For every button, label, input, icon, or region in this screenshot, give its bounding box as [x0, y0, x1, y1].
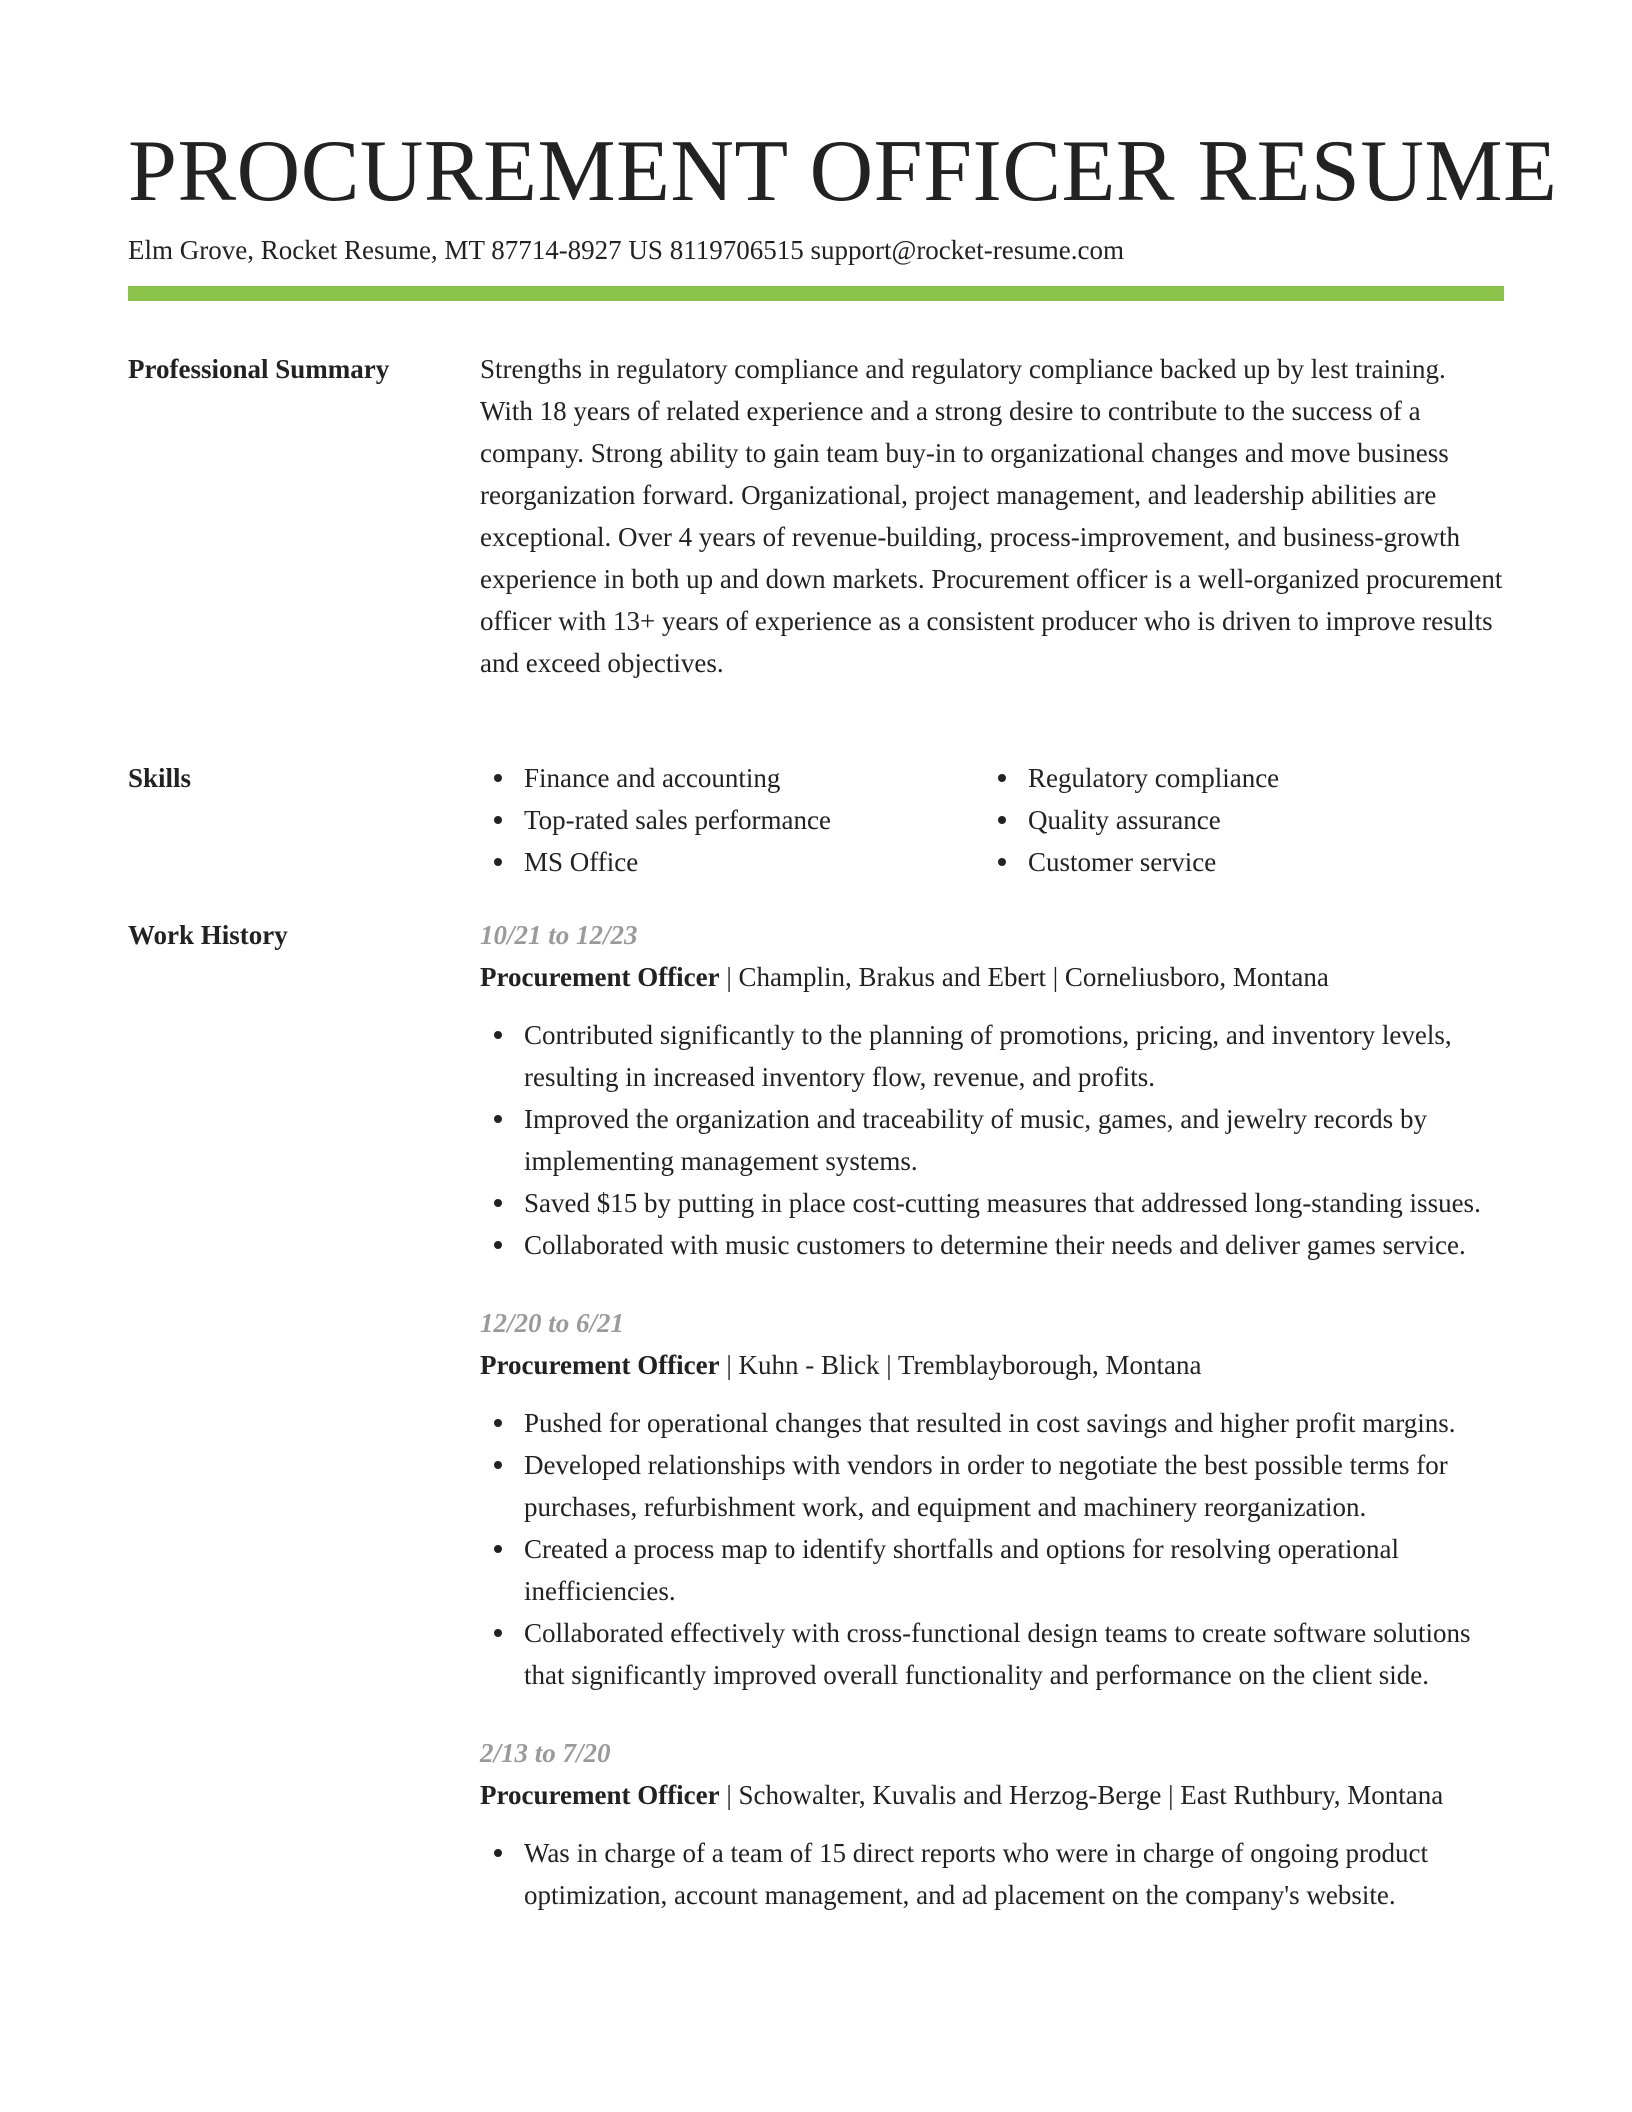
bullet-icon	[494, 774, 502, 782]
job-bullet	[480, 1224, 1504, 1266]
job-employer: | Kuhn - Blick | Tremblayborough, Montana	[719, 1350, 1202, 1380]
accent-divider	[128, 286, 1504, 301]
job-bullet	[480, 1402, 1504, 1444]
summary-text: Strengths in regulatory compliance and regulatory compliance backed up by lest training. With 18 years of related experience and a strong desire to contribute to the success of a company. Strong ability to gain team buy-in to organizational changes and move business reorganization forward. Organizational, project management, and leadership abilities are exceptional. Over 4 years of revenue-building, process-improvement, and business-growth experience in both up and down markets. Procurement officer is a well-organized procurement officer with 13+ years of experience as a consistent producer who is driven to improve results and exceed objectives.	[480, 354, 1503, 678]
job-bullet	[480, 1528, 1504, 1612]
job-bullet	[480, 1098, 1504, 1182]
job-entry	[480, 1302, 1504, 1696]
bullet-icon	[494, 858, 502, 866]
job-bullet-text: Developed relationships with vendors in order to negotiate the best possible terms for purchases, refurbishment work, and equipment and machinery reorganization.	[524, 1450, 1448, 1522]
job-bullets	[480, 1832, 1504, 1916]
job-bullet	[480, 1014, 1504, 1098]
job-entry	[480, 1732, 1504, 1916]
skill-text: MS Office	[524, 847, 639, 877]
skill-item	[984, 841, 1488, 883]
bullet-icon	[998, 858, 1006, 866]
skills-label: Skills	[128, 763, 192, 793]
bullet-icon	[494, 1461, 502, 1469]
summary-body	[480, 348, 1504, 684]
bullet-icon	[494, 1849, 502, 1857]
skill-text: Regulatory compliance	[1028, 763, 1280, 793]
job-bullet-text: Contributed significantly to the planning of promotions, pricing, and inventory levels, resulting in increased inventory flow, revenue, and profits.	[524, 1020, 1452, 1092]
skill-text: Finance and accounting	[524, 763, 781, 793]
skill-item	[480, 841, 984, 883]
skills-column-left	[480, 757, 984, 883]
skills-column-right	[984, 757, 1488, 883]
job-bullet-text: Was in charge of a team of 15 direct reports who were in charge of ongoing product optimization, account management, and ad placement on the company's website.	[524, 1838, 1429, 1910]
job-employer: | Champlin, Brakus and Ebert | Corneliusboro, Montana	[719, 962, 1329, 992]
job-role: Procurement Officer	[480, 1780, 720, 1810]
job-title-line	[480, 1774, 1504, 1816]
bullet-icon	[998, 774, 1006, 782]
bullet-icon	[494, 1115, 502, 1123]
work-history-label: Work History	[128, 920, 288, 950]
skill-item	[480, 799, 984, 841]
job-bullet-text: Collaborated with music customers to determine their needs and deliver games service.	[524, 1230, 1466, 1260]
bullet-icon	[494, 1241, 502, 1249]
job-dates: 10/21 to 12/23	[480, 920, 638, 950]
skill-text: Customer service	[1028, 847, 1217, 877]
skills-grid	[480, 757, 1504, 883]
bullet-icon	[494, 1545, 502, 1553]
job-bullets	[480, 1014, 1504, 1266]
job-bullet	[480, 1182, 1504, 1224]
job-bullet-text: Saved $15 by putting in place cost-cutting measures that addressed long-standing issues.	[524, 1188, 1481, 1218]
job-dates: 2/13 to 7/20	[480, 1738, 611, 1768]
skill-item	[984, 799, 1488, 841]
job-bullet	[480, 1444, 1504, 1528]
job-entry	[480, 914, 1504, 1266]
job-bullet	[480, 1832, 1504, 1916]
bullet-icon	[998, 816, 1006, 824]
bullet-icon	[494, 1419, 502, 1427]
work-history-body	[480, 914, 1504, 1952]
job-employer: | Schowalter, Kuvalis and Herzog-Berge | East Ruthbury, Montana	[719, 1780, 1444, 1810]
skill-item	[984, 757, 1488, 799]
job-role: Procurement Officer	[480, 1350, 720, 1380]
job-bullet	[480, 1612, 1504, 1696]
resume-title: PROCUREMENT OFFICER RESUME	[128, 123, 1558, 220]
job-role: Procurement Officer	[480, 962, 720, 992]
skill-text: Quality assurance	[1028, 805, 1221, 835]
job-bullets	[480, 1402, 1504, 1696]
job-dates: 12/20 to 6/21	[480, 1308, 625, 1338]
job-title-line	[480, 956, 1504, 998]
job-bullet-text: Improved the organization and traceability of music, games, and jewelry records by implementing management systems.	[524, 1104, 1427, 1176]
job-title-line	[480, 1344, 1504, 1386]
skills-body	[480, 757, 1504, 883]
summary-label: Professional Summary	[128, 354, 390, 384]
contact-line: Elm Grove, Rocket Resume, MT 87714-8927 US 8119706515 support@rocket-resume.com	[128, 235, 1124, 265]
job-bullet-text: Created a process map to identify shortfalls and options for resolving operational inefficiencies.	[524, 1534, 1400, 1606]
bullet-icon	[494, 1199, 502, 1207]
bullet-icon	[494, 816, 502, 824]
skill-text: Top-rated sales performance	[524, 805, 831, 835]
job-bullet-text: Pushed for operational changes that resulted in cost savings and higher profit margins.	[524, 1408, 1456, 1438]
bullet-icon	[494, 1031, 502, 1039]
job-bullet-text: Collaborated effectively with cross-functional design teams to create software solutions that significantly improved overall functionality and performance on the client side.	[524, 1618, 1471, 1690]
bullet-icon	[494, 1629, 502, 1637]
skill-item	[480, 757, 984, 799]
